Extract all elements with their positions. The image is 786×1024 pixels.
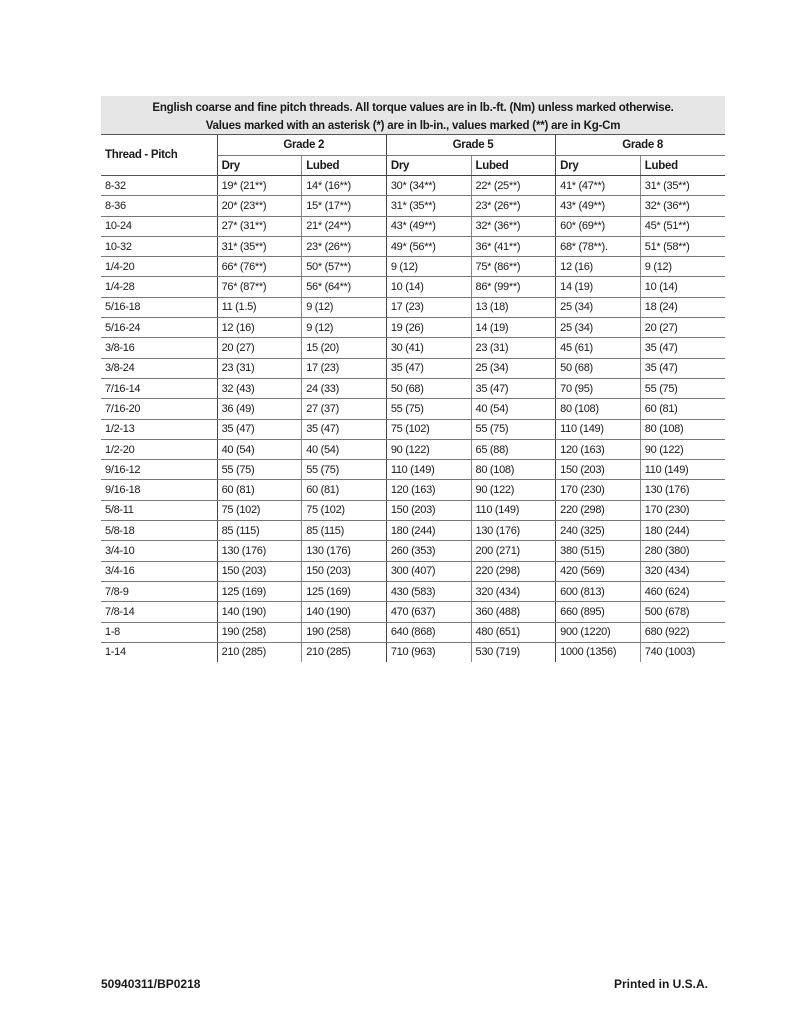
torque-value-cell: 640 (868) (386, 622, 471, 642)
torque-value-cell: 170 (230) (556, 480, 641, 500)
torque-value-cell: 17 (23) (386, 297, 471, 317)
torque-value-cell: 15 (20) (302, 338, 387, 358)
torque-value-cell: 210 (285) (302, 642, 387, 662)
torque-value-cell: 40 (54) (217, 439, 302, 459)
condition-header-lubed: Lubed (640, 156, 725, 176)
torque-value-cell: 480 (651) (471, 622, 556, 642)
table-row (101, 642, 725, 662)
torque-value-cell: 19 (26) (386, 318, 471, 338)
torque-value-cell: 32 (43) (217, 378, 302, 398)
table-row (101, 541, 725, 561)
torque-value-cell: 1000 (1356) (556, 642, 641, 662)
torque-value-cell: 60* (69**) (556, 216, 641, 236)
table-row (101, 500, 725, 520)
torque-value-cell: 14 (19) (556, 277, 641, 297)
torque-value-cell: 10 (14) (640, 277, 725, 297)
torque-value-cell: 130 (176) (471, 521, 556, 541)
torque-value-cell: 75* (86**) (471, 257, 556, 277)
torque-value-cell: 14* (16**) (302, 176, 387, 196)
table-row (101, 196, 725, 216)
torque-value-cell: 14 (19) (471, 318, 556, 338)
table-row (101, 521, 725, 541)
torque-value-cell: 210 (285) (217, 642, 302, 662)
torque-value-cell: 23* (26**) (471, 196, 556, 216)
torque-value-cell: 420 (569) (556, 561, 641, 581)
torque-value-cell: 35 (47) (471, 378, 556, 398)
thread-pitch-cell: 5/8-11 (101, 500, 217, 520)
torque-value-cell: 25 (34) (471, 358, 556, 378)
title-line-units: English coarse and fine pitch threads. All torque values are in lb.-ft. (Nm) unless marked otherwise. (152, 102, 674, 114)
grade-8-header: Grade 8 (556, 135, 725, 156)
table-row (101, 581, 725, 601)
torque-value-cell: 21* (24**) (302, 216, 387, 236)
grade-header-row (101, 135, 725, 156)
table-row (101, 561, 725, 581)
torque-value-cell: 500 (678) (640, 602, 725, 622)
torque-value-cell: 45 (61) (556, 338, 641, 358)
torque-value-cell: 150 (203) (302, 561, 387, 581)
torque-value-cell: 220 (298) (556, 500, 641, 520)
torque-value-cell: 75 (102) (386, 419, 471, 439)
thread-pitch-cell: 9/16-18 (101, 480, 217, 500)
torque-value-cell: 25 (34) (556, 318, 641, 338)
torque-value-cell: 60 (81) (640, 399, 725, 419)
torque-value-cell: 125 (169) (302, 581, 387, 601)
torque-value-cell: 30* (34**) (386, 176, 471, 196)
condition-header-lubed: Lubed (471, 156, 556, 176)
torque-value-cell: 130 (176) (640, 480, 725, 500)
condition-header-dry: Dry (386, 156, 471, 176)
torque-value-cell: 55 (75) (640, 378, 725, 398)
torque-value-cell: 680 (922) (640, 622, 725, 642)
table-row (101, 176, 725, 196)
torque-value-cell: 56* (64**) (302, 277, 387, 297)
torque-value-cell: 300 (407) (386, 561, 471, 581)
torque-value-cell: 110 (149) (471, 500, 556, 520)
torque-value-cell: 76* (87**) (217, 277, 302, 297)
torque-value-cell: 40 (54) (471, 399, 556, 419)
thread-pitch-cell: 1/2-13 (101, 419, 217, 439)
torque-value-cell: 10 (14) (386, 277, 471, 297)
torque-value-cell: 60 (81) (217, 480, 302, 500)
torque-value-cell: 41* (47**) (556, 176, 641, 196)
torque-value-cell: 86* (99**) (471, 277, 556, 297)
torque-value-cell: 12 (16) (556, 257, 641, 277)
torque-value-cell: 36 (49) (217, 399, 302, 419)
torque-value-cell: 360 (488) (471, 602, 556, 622)
torque-value-cell: 55 (75) (386, 399, 471, 419)
torque-value-cell: 36* (41**) (471, 236, 556, 256)
thread-pitch-cell: 3/4-10 (101, 541, 217, 561)
torque-value-cell: 180 (244) (640, 521, 725, 541)
torque-value-cell: 140 (190) (217, 602, 302, 622)
thread-pitch-cell: 1/4-28 (101, 277, 217, 297)
table-row (101, 257, 725, 277)
torque-value-cell: 51* (58**) (640, 236, 725, 256)
table-row (101, 602, 725, 622)
torque-value-cell: 32* (36**) (471, 216, 556, 236)
torque-value-cell: 470 (637) (386, 602, 471, 622)
torque-value-cell: 430 (583) (386, 581, 471, 601)
condition-header-dry: Dry (217, 156, 302, 176)
torque-value-cell: 80 (108) (471, 460, 556, 480)
torque-value-cell: 80 (108) (640, 419, 725, 439)
printed-in-label: Printed in U.S.A. (613, 977, 708, 991)
torque-value-cell: 18 (24) (640, 297, 725, 317)
torque-value-cell: 27* (31**) (217, 216, 302, 236)
thread-pitch-cell: 1-8 (101, 622, 217, 642)
torque-value-cell: 27 (37) (302, 399, 387, 419)
torque-value-cell: 150 (203) (217, 561, 302, 581)
torque-value-cell: 460 (624) (640, 581, 725, 601)
torque-value-cell: 23* (26**) (302, 236, 387, 256)
thread-pitch-cell: 8-36 (101, 196, 217, 216)
torque-value-cell: 80 (108) (556, 399, 641, 419)
torque-value-cell: 43* (49**) (556, 196, 641, 216)
torque-value-cell: 120 (163) (386, 480, 471, 500)
torque-value-cell: 31* (35**) (386, 196, 471, 216)
torque-value-cell: 110 (149) (386, 460, 471, 480)
thread-pitch-cell: 10-24 (101, 216, 217, 236)
torque-spec-sheet (101, 96, 725, 662)
torque-value-cell: 22* (25**) (471, 176, 556, 196)
torque-value-cell: 110 (149) (640, 460, 725, 480)
torque-value-cell: 320 (434) (640, 561, 725, 581)
torque-value-cell: 190 (258) (302, 622, 387, 642)
torque-value-cell: 75 (102) (217, 500, 302, 520)
torque-value-cell: 90 (122) (386, 439, 471, 459)
torque-value-cell: 85 (115) (217, 521, 302, 541)
torque-value-cell: 9 (12) (640, 257, 725, 277)
table-row (101, 236, 725, 256)
torque-table (101, 134, 725, 662)
thread-pitch-cell: 5/16-18 (101, 297, 217, 317)
torque-value-cell: 23 (31) (471, 338, 556, 358)
grade-5-header: Grade 5 (386, 135, 555, 156)
torque-value-cell: 20* (23**) (217, 196, 302, 216)
torque-value-cell: 15* (17**) (302, 196, 387, 216)
torque-value-cell: 530 (719) (471, 642, 556, 662)
thread-pitch-cell: 10-32 (101, 236, 217, 256)
torque-value-cell: 49* (56**) (386, 236, 471, 256)
table-row (101, 358, 725, 378)
torque-value-cell: 280 (380) (640, 541, 725, 561)
torque-value-cell: 50 (68) (556, 358, 641, 378)
thread-pitch-cell: 7/8-14 (101, 602, 217, 622)
torque-value-cell: 55 (75) (302, 460, 387, 480)
torque-value-cell: 9 (12) (302, 297, 387, 317)
torque-value-cell: 660 (895) (556, 602, 641, 622)
torque-value-cell: 68* (78**). (556, 236, 641, 256)
torque-value-cell: 75 (102) (302, 500, 387, 520)
torque-value-cell: 240 (325) (556, 521, 641, 541)
thread-pitch-cell: 3/8-16 (101, 338, 217, 358)
torque-value-cell: 55 (75) (217, 460, 302, 480)
torque-value-cell: 35 (47) (640, 358, 725, 378)
torque-value-cell: 23 (31) (217, 358, 302, 378)
thread-pitch-cell: 1/2-20 (101, 439, 217, 459)
torque-value-cell: 43* (49**) (386, 216, 471, 236)
thread-pitch-cell: 1/4-20 (101, 257, 217, 277)
torque-value-cell: 11 (1.5) (217, 297, 302, 317)
torque-value-cell: 60 (81) (302, 480, 387, 500)
torque-value-cell: 25 (34) (556, 297, 641, 317)
torque-value-cell: 70 (95) (556, 378, 641, 398)
torque-value-cell: 90 (122) (640, 439, 725, 459)
torque-value-cell: 150 (203) (386, 500, 471, 520)
torque-value-cell: 200 (271) (471, 541, 556, 561)
torque-value-cell: 150 (203) (556, 460, 641, 480)
table-row (101, 297, 725, 317)
torque-value-cell: 65 (88) (471, 439, 556, 459)
torque-value-cell: 35 (47) (640, 338, 725, 358)
torque-value-cell: 260 (353) (386, 541, 471, 561)
torque-value-cell: 20 (27) (640, 318, 725, 338)
torque-value-cell: 31* (35**) (640, 176, 725, 196)
grade-2-header: Grade 2 (217, 135, 386, 156)
torque-value-cell: 90 (122) (471, 480, 556, 500)
document-number: 50940311/BP0218 (101, 977, 201, 991)
thread-pitch-cell: 7/16-14 (101, 378, 217, 398)
torque-value-cell: 35 (47) (302, 419, 387, 439)
thread-pitch-cell: 1-14 (105, 646, 126, 659)
thread-pitch-cell: 3/4-16 (101, 561, 217, 581)
torque-value-cell: 35 (47) (217, 419, 302, 439)
title-line-asterisk-note: Values marked with an asterisk (*) are in lb-in., values marked (**) are in Kg-Cm (205, 120, 621, 132)
thread-pitch-cell: 9/16-12 (101, 460, 217, 480)
table-row (101, 622, 725, 642)
torque-value-cell: 180 (244) (386, 521, 471, 541)
torque-value-cell: 66* (76**) (217, 257, 302, 277)
table-row (101, 378, 725, 398)
torque-value-cell: 13 (18) (471, 297, 556, 317)
table-row (101, 216, 725, 236)
thread-pitch-header: Thread - Pitch (101, 135, 217, 176)
torque-value-cell: 710 (963) (386, 642, 471, 662)
torque-value-cell: 55 (75) (471, 419, 556, 439)
torque-value-cell: 45* (51**) (640, 216, 725, 236)
thread-pitch-cell: 5/16-24 (101, 318, 217, 338)
table-title-block (101, 96, 725, 134)
torque-value-cell: 380 (515) (556, 541, 641, 561)
thread-pitch-cell: 3/8-24 (101, 358, 217, 378)
torque-value-cell: 170 (230) (640, 500, 725, 520)
torque-value-cell: 35 (47) (386, 358, 471, 378)
condition-header-dry: Dry (556, 156, 641, 176)
thread-pitch-cell: 8-32 (101, 176, 217, 196)
torque-value-cell: 130 (176) (302, 541, 387, 561)
torque-value-cell: 320 (434) (471, 581, 556, 601)
torque-value-cell: 85 (115) (302, 521, 387, 541)
torque-value-cell: 130 (176) (217, 541, 302, 561)
torque-value-cell: 120 (163) (556, 439, 641, 459)
torque-value-cell: 19* (21**) (217, 176, 302, 196)
table-row (101, 419, 725, 439)
torque-value-cell: 900 (1220) (556, 622, 641, 642)
torque-value-cell: 50 (68) (386, 378, 471, 398)
torque-value-cell: 140 (190) (302, 602, 387, 622)
table-row (101, 338, 725, 358)
torque-value-cell: 110 (149) (556, 419, 641, 439)
thread-pitch-cell: 5/8-18 (101, 521, 217, 541)
torque-value-cell: 9 (12) (386, 257, 471, 277)
torque-value-cell: 190 (258) (217, 622, 302, 642)
torque-value-cell: 20 (27) (217, 338, 302, 358)
table-row (101, 399, 725, 419)
torque-value-cell: 740 (1003) (640, 642, 725, 662)
torque-value-cell: 125 (169) (217, 581, 302, 601)
thread-pitch-cell: 7/16-20 (101, 399, 217, 419)
torque-value-cell: 31* (35**) (217, 236, 302, 256)
table-row (101, 439, 725, 459)
table-row (101, 480, 725, 500)
table-row (101, 277, 725, 297)
torque-table-body (101, 176, 725, 663)
condition-header-lubed: Lubed (302, 156, 387, 176)
torque-value-cell: 50* (57**) (302, 257, 387, 277)
torque-value-cell: 17 (23) (302, 358, 387, 378)
torque-value-cell: 9 (12) (302, 318, 387, 338)
thread-pitch-cell: 7/8-9 (101, 581, 217, 601)
torque-value-cell: 24 (33) (302, 378, 387, 398)
torque-value-cell: 12 (16) (217, 318, 302, 338)
torque-value-cell: 40 (54) (302, 439, 387, 459)
table-row (101, 460, 725, 480)
torque-value-cell: 220 (298) (471, 561, 556, 581)
table-row (101, 318, 725, 338)
torque-value-cell: 32* (36**) (640, 196, 725, 216)
torque-value-cell: 600 (813) (556, 581, 641, 601)
torque-value-cell: 30 (41) (386, 338, 471, 358)
